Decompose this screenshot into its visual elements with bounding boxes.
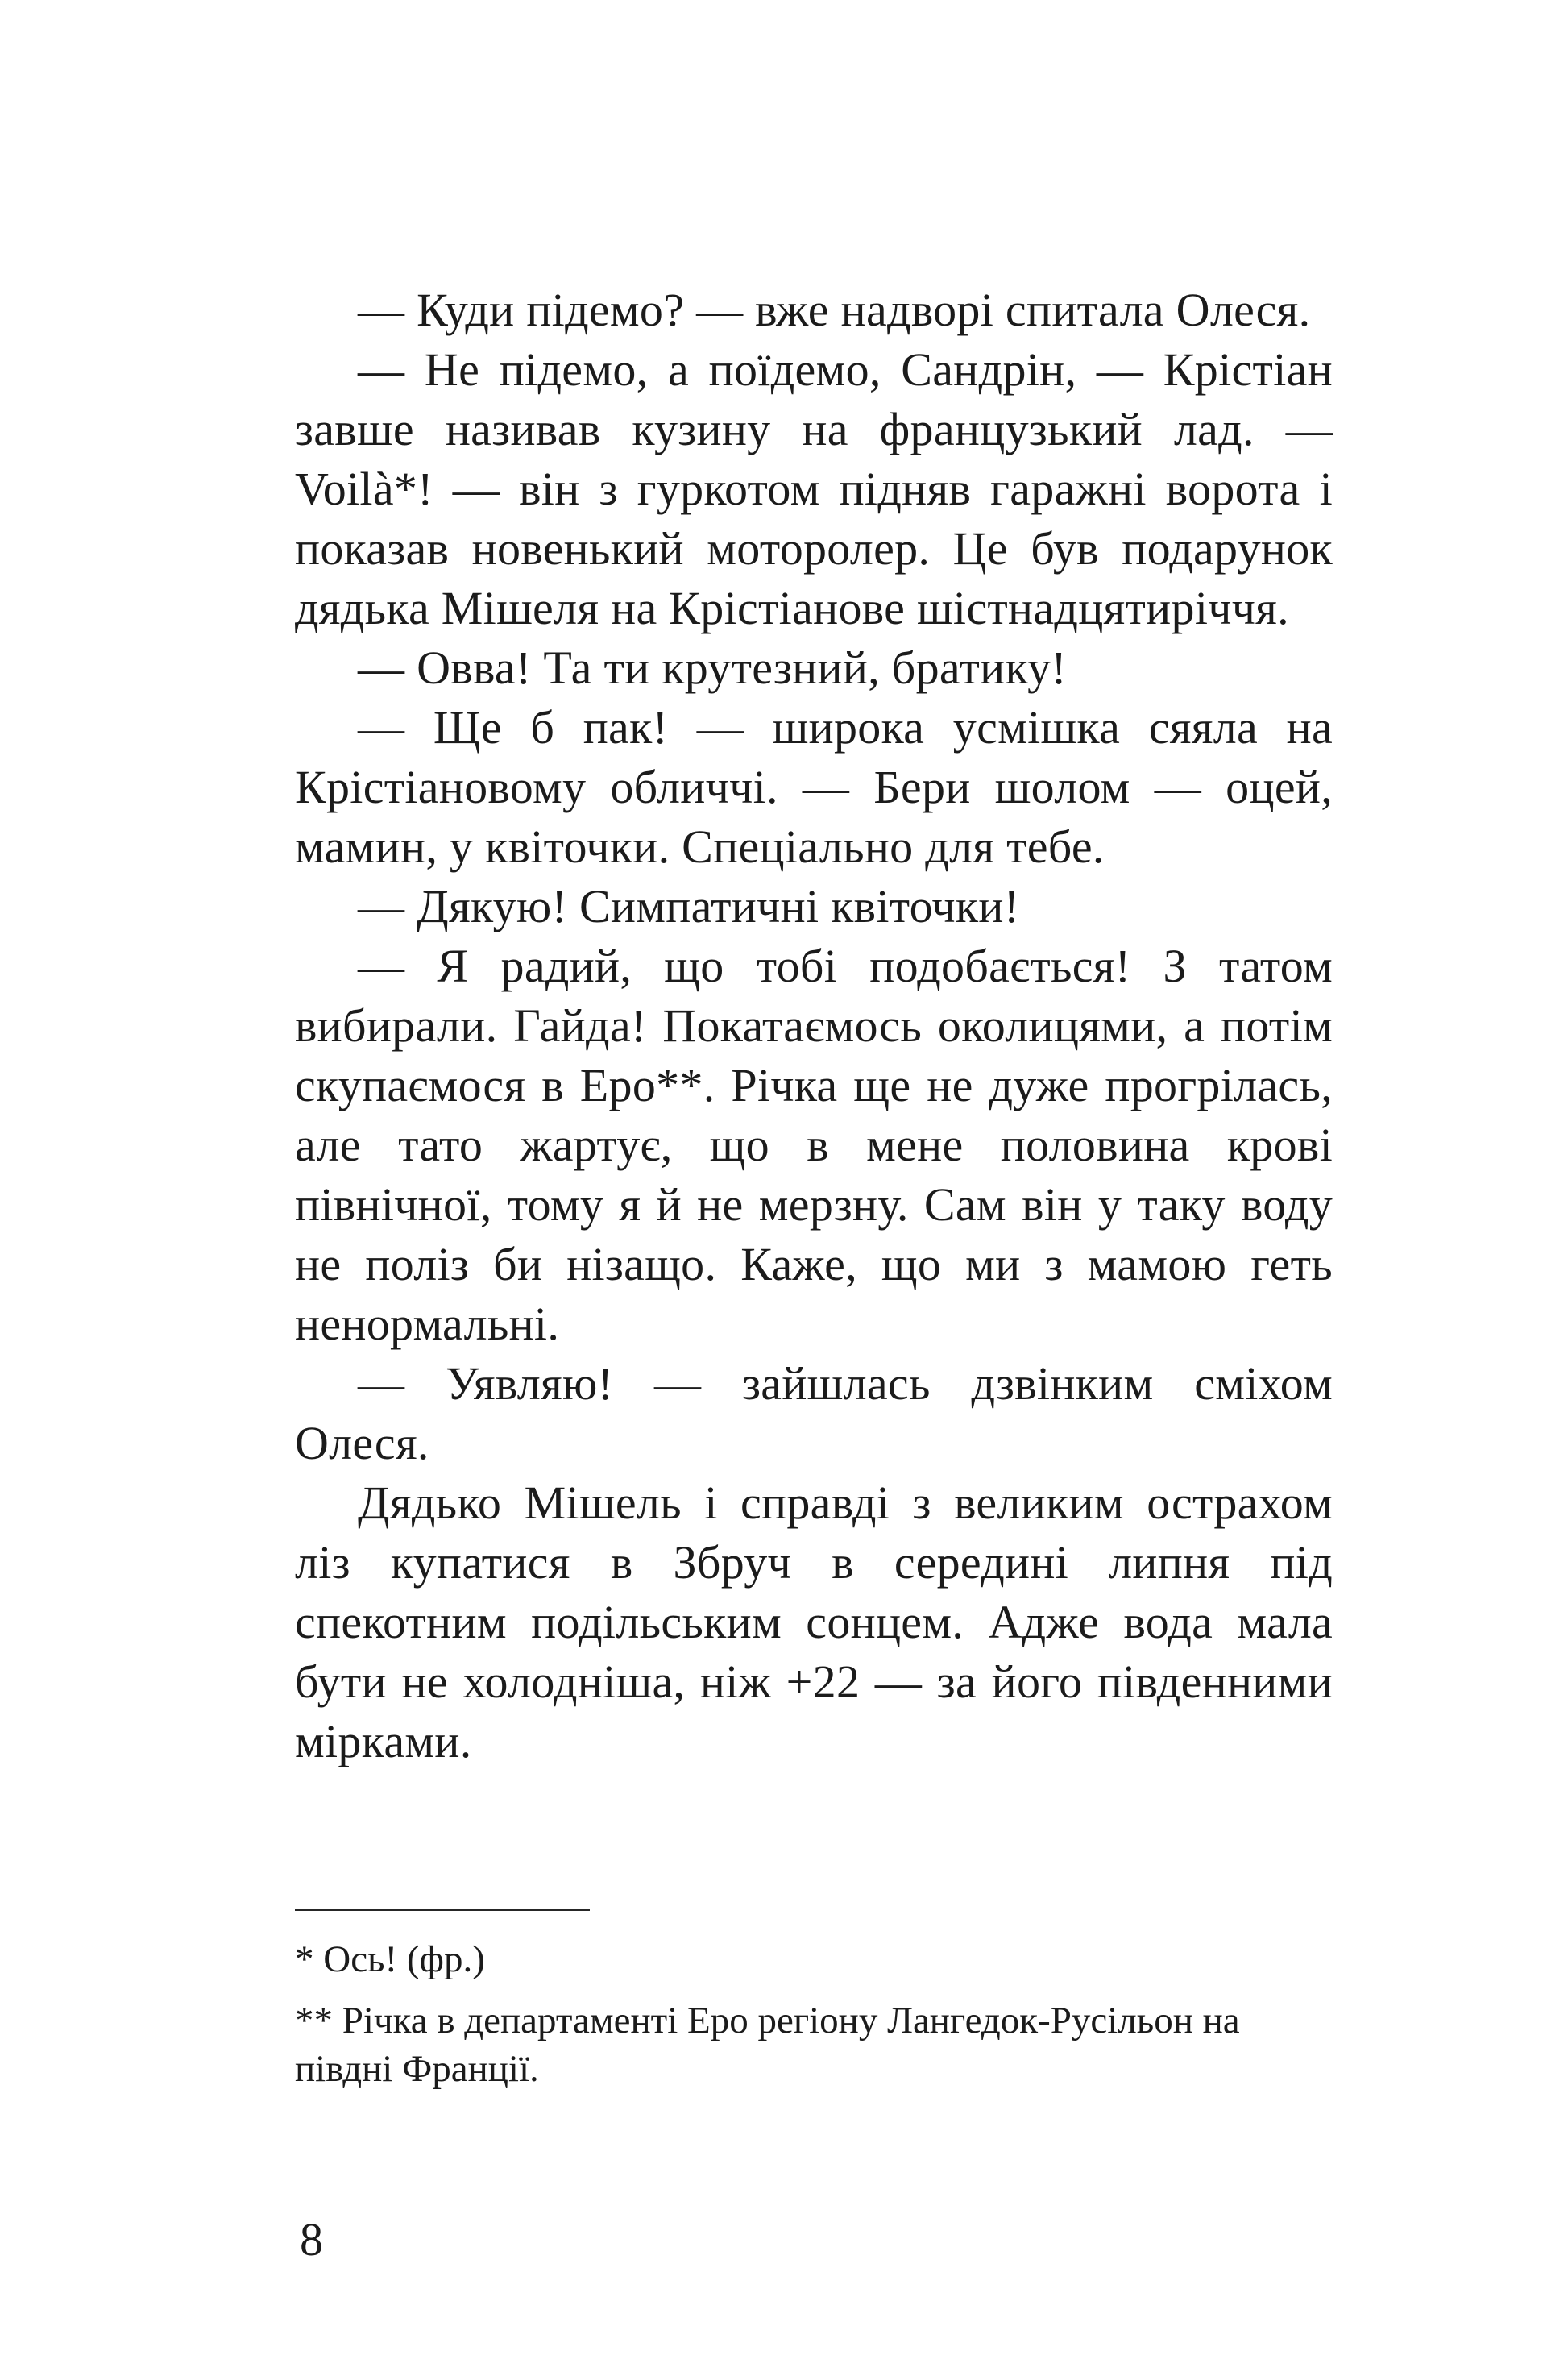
page-text xyxy=(295,280,1333,1772)
page-number: 8 xyxy=(300,2213,323,2266)
footnotes-section xyxy=(295,1909,1333,2106)
paragraph: Дядько Мішель і справді з великим острахом ліз купатися в Збруч в середині липня під спекотним подільським сонцем. Адже вода мала бути не холодніша, ніж +22 — за його південними мірками. xyxy=(295,1477,1333,1767)
paragraph: — Куди підемо? — вже надворі спитала Олеся. xyxy=(358,284,1311,336)
paragraph: — Уявляю! — зайшлась дзвінким сміхом Олеся. xyxy=(295,1357,1333,1469)
paragraph: — Я радий, що тобі подобається! З татом вибирали. Гайда! Покатаємось околицями, а потім скупаємося в Еро**. Річка ще не дуже прогрілась, але тато жартує, що в мене половина крові північної, тому я й не мерзну. Сам він у таку воду не поліз би нізащо. Каже, що ми з мамою геть ненормальні. xyxy=(295,940,1333,1350)
footnote: ** Річка в департаменті Еро регіону Лангедок-Русільон на півдні Франції. xyxy=(295,2000,1240,2090)
paragraph: — Овва! Та ти крутезний, братику! xyxy=(358,642,1068,694)
paragraph: — Дякую! Симпатичні квіточки! xyxy=(358,880,1020,932)
paragraph: — Ще б пак! — широка усмішка сяяла на Крістіановому обличчі. — Бери шолом — оцей, мамин, у квіточки. Спеціально для тебе. xyxy=(295,701,1333,873)
footnote: * Ось! (фр.) xyxy=(295,1938,485,1980)
paragraph: — Не підемо, а поїдемо, Сандрін, — Крістіан завше називав кузину на французький лад. — Voilà*! — він з гуркотом підняв гаражні ворота і показав новенький моторолер. Це був подарунок дядька Мішеля на Крістіанове шістнадцятиріччя. xyxy=(295,343,1333,634)
footnote-separator xyxy=(295,1909,590,1911)
